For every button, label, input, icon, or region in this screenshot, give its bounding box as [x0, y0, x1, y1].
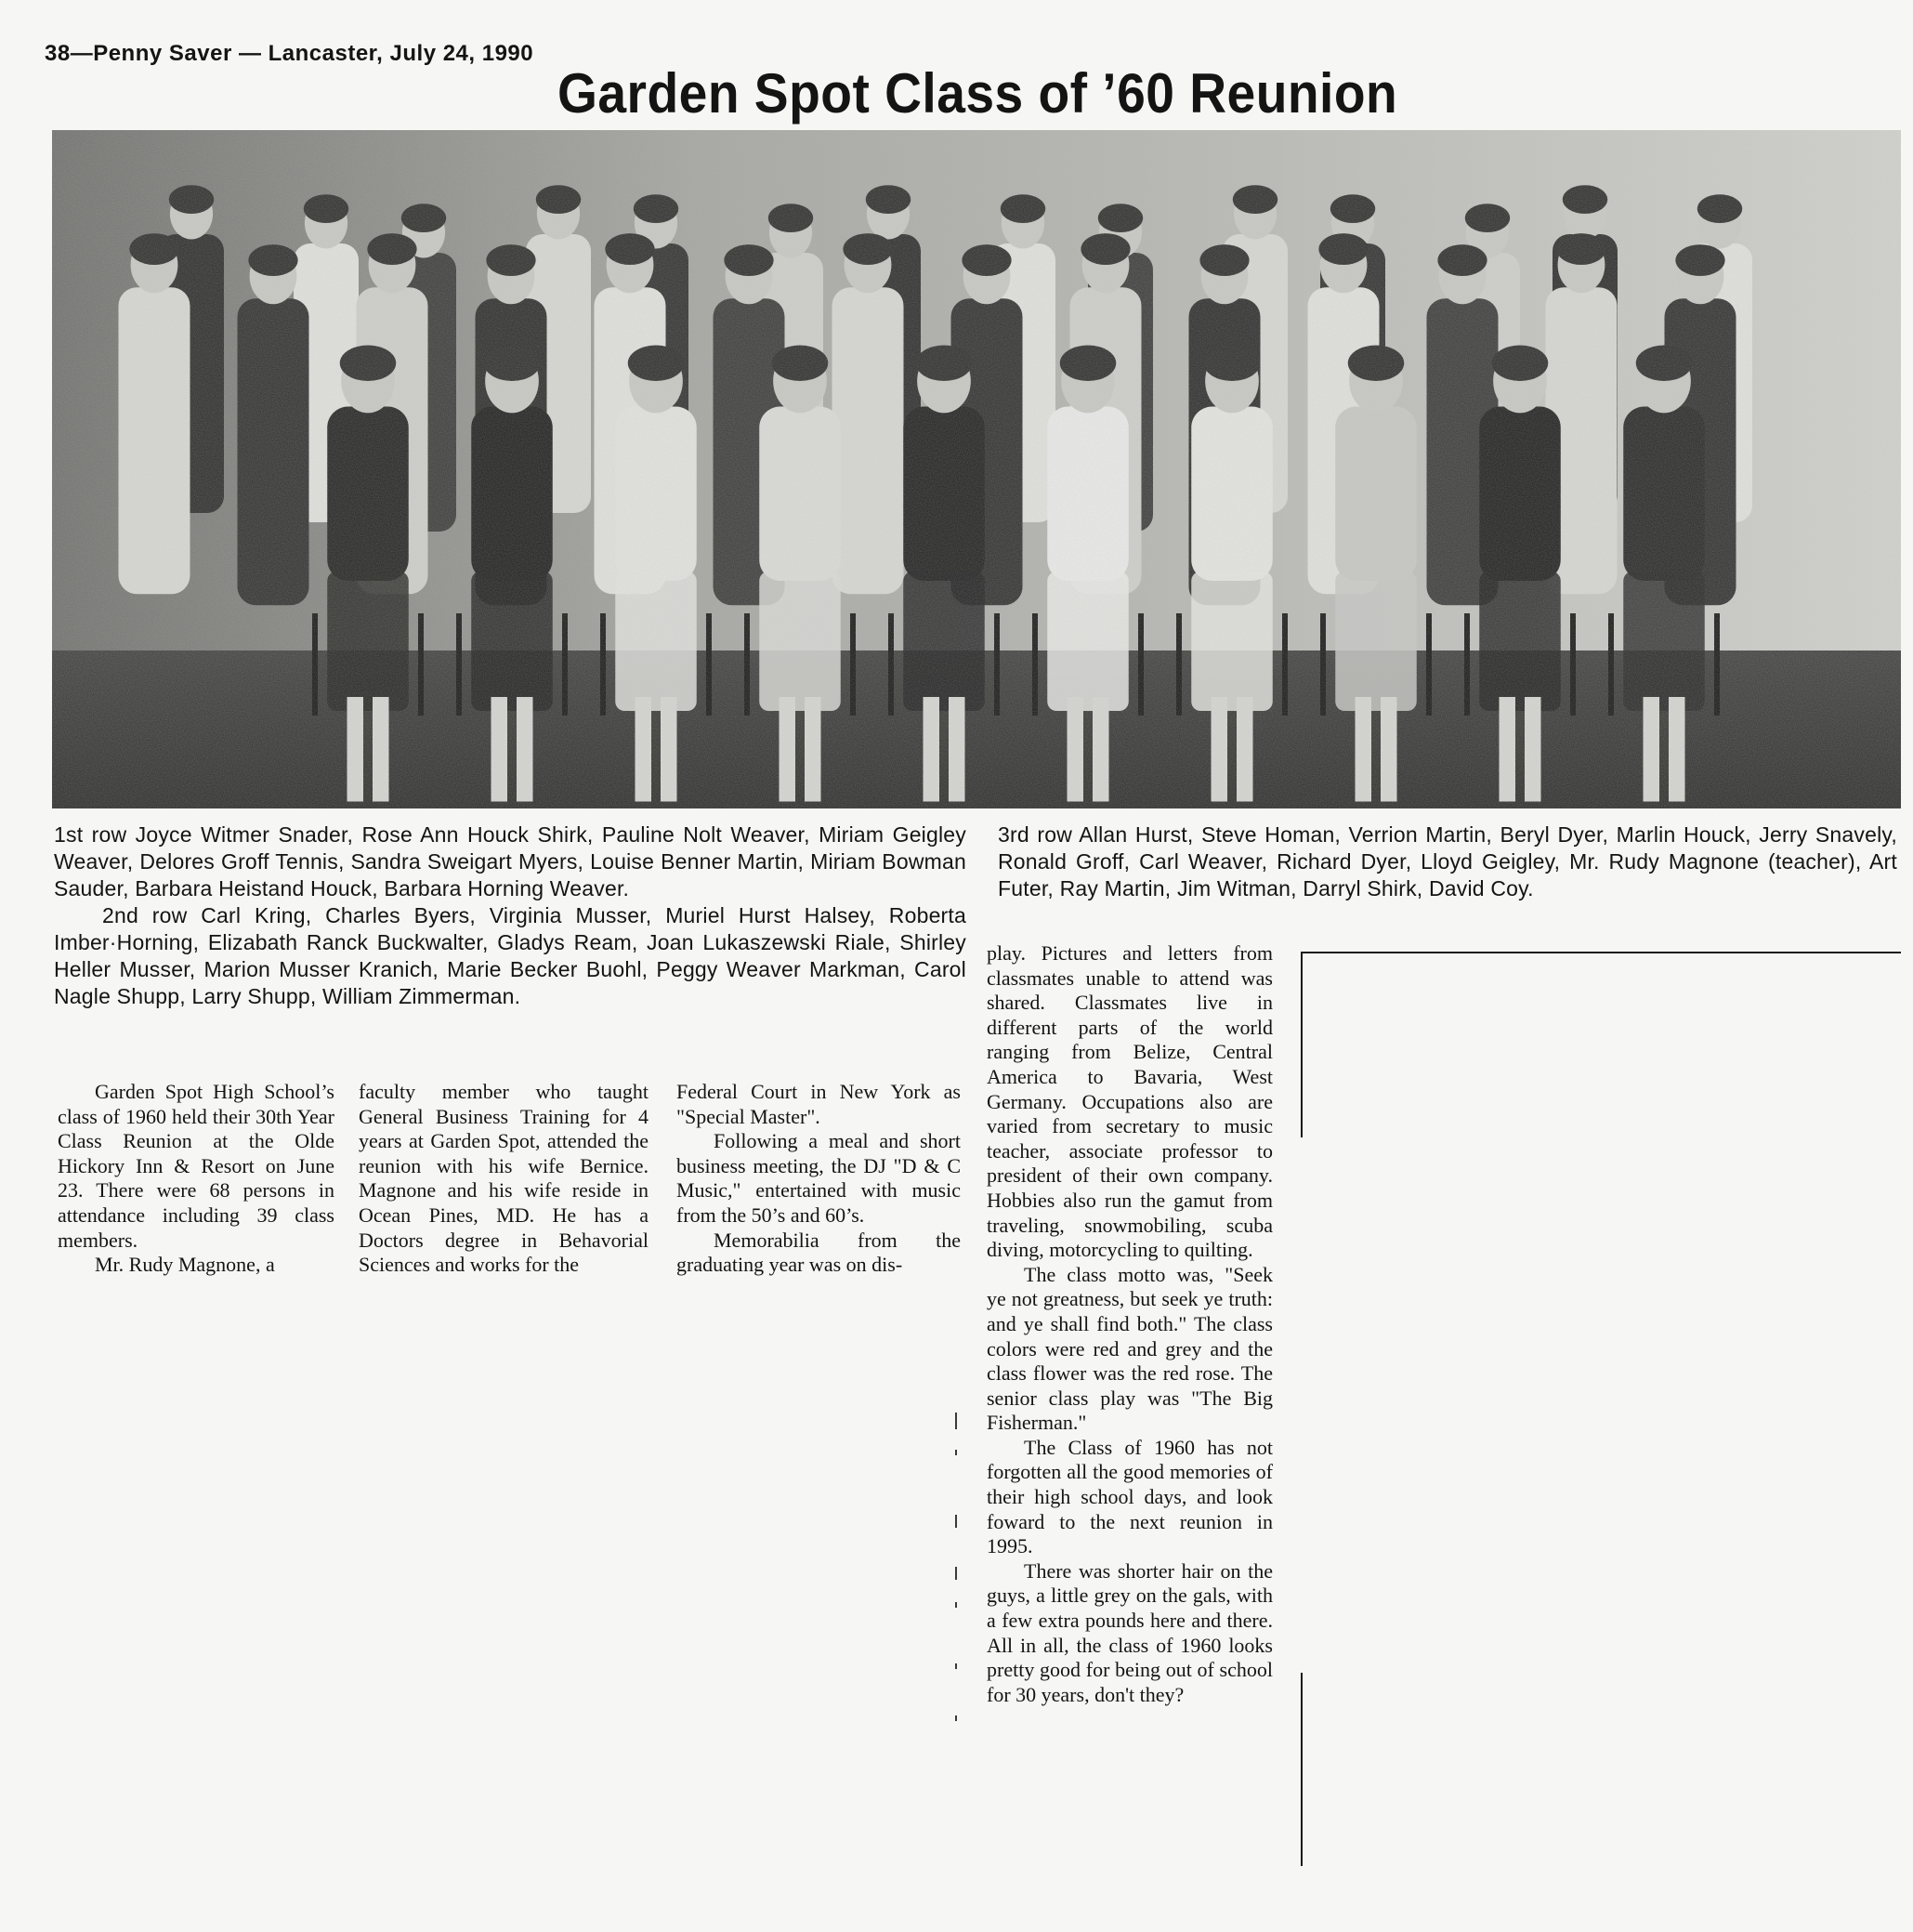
tick-mark [955, 1413, 957, 1429]
paragraph: Federal Court in New York as "Special Master". [676, 1080, 961, 1128]
article-column-2 [359, 1080, 649, 1278]
group-photo-image [52, 130, 1901, 808]
tick-mark [955, 1602, 957, 1608]
box-rule-left-upper [1301, 952, 1303, 1137]
tick-mark [955, 1515, 957, 1528]
caption-row-1: 1st row Joyce Witmer Snader, Rose Ann Houck Shirk, Pauline Nolt Weaver, Miriam Geigley Weaver, Delores Groff Tennis, Sandra Sweigart Myers, Louise Benner Martin, Miriam Bowman Sauder, Barbara Heistand Houck, Barbara Horning Weaver. [54, 822, 966, 900]
paragraph: The Class of 1960 has not forgotten all the good memories of their high school days, and look foward to the next reunion in 1995. [987, 1435, 1273, 1558]
folio-line: 38—Penny Saver — Lancaster, July 24, 1990 [45, 41, 534, 66]
column-tick-marks [955, 1413, 959, 1728]
article-column-4 [987, 941, 1273, 1707]
paragraph: Memorabilia from the graduating year was on dis- [676, 1228, 961, 1277]
paragraph: Garden Spot High School’s class of 1960 held their 30th Year Class Reunion at the Olde Hickory Inn & Resort on June 23. There were 68 persons in attendance including 39 class members. [58, 1080, 334, 1252]
box-rule-left-lower [1301, 1673, 1303, 1866]
photo-caption-right [998, 821, 1897, 902]
paragraph: The class motto was, "Seek ye not greatness, but seek ye truth: and ye shall find both." The class colors were red and grey and the class flower was the red rose. The senior class play was "The Big Fisherman." [987, 1262, 1273, 1435]
paragraph: faculty member who taught General Business Training for 4 years at Garden Spot, attended the reunion with his wife Bernice. Magnone and his wife reside in Ocean Pines, MD. He has a Doctors degree in Behavorial Sciences and works for the [359, 1080, 649, 1277]
paragraph: play. Pictures and letters from classmates unable to attend was shared. Classmates live in different parts of the world ranging from Belize, Central America to Bavaria, West Germany. Occupations also are varied from secretary to music teacher, associate professor to president of their own company. Hobbies also run the gamut from traveling, snowmobiling, scuba diving, motorcycling to quilting. [987, 941, 1273, 1262]
caption-row-3: 3rd row Allan Hurst, Steve Homan, Verrion Martin, Beryl Dyer, Marlin Houck, Jerry Snavely, Ronald Groff, Carl Weaver, Richard Dyer, Lloyd Geigley, Mr. Rudy Magnone (teacher), Art Futer, Ray Martin, Jim Witman, Darryl Shirk, David Coy. [998, 822, 1897, 900]
paragraph: There was shorter hair on the guys, a little grey on the gals, with a few extra pounds here and there. All in all, the class of 1960 looks pretty good for being out of school for 30 years, don't they? [987, 1558, 1273, 1706]
box-rule-top [1301, 952, 1901, 953]
caption-row-2: 2nd row Carl Kring, Charles Byers, Virginia Musser, Muriel Hurst Halsey, Roberta Imber·Horning, Elizabath Ranck Buckwalter, Gladys Ream, Joan Lukaszewski Riale, Shirley Heller Musser, Marion Musser Kranich, Marie Becker Buohl, Peggy Weaver Markman, Carol Nagle Shupp, Larry Shupp, William Zimmerman. [54, 903, 966, 1008]
group-photo [52, 130, 1901, 808]
tick-mark [955, 1663, 957, 1669]
photo-caption-left [54, 821, 966, 1010]
tick-mark [955, 1450, 957, 1455]
article-column-1 [58, 1080, 334, 1278]
tick-mark [955, 1567, 957, 1580]
tick-mark [955, 1715, 957, 1721]
headline: Garden Spot Class of ’60 Reunion [557, 62, 1398, 125]
article-column-3 [676, 1080, 961, 1278]
paragraph: Following a meal and short business meeting, the DJ "D & C Music," entertained with music from the 50’s and 60’s. [676, 1129, 961, 1227]
paragraph: Mr. Rudy Magnone, a [95, 1253, 275, 1277]
